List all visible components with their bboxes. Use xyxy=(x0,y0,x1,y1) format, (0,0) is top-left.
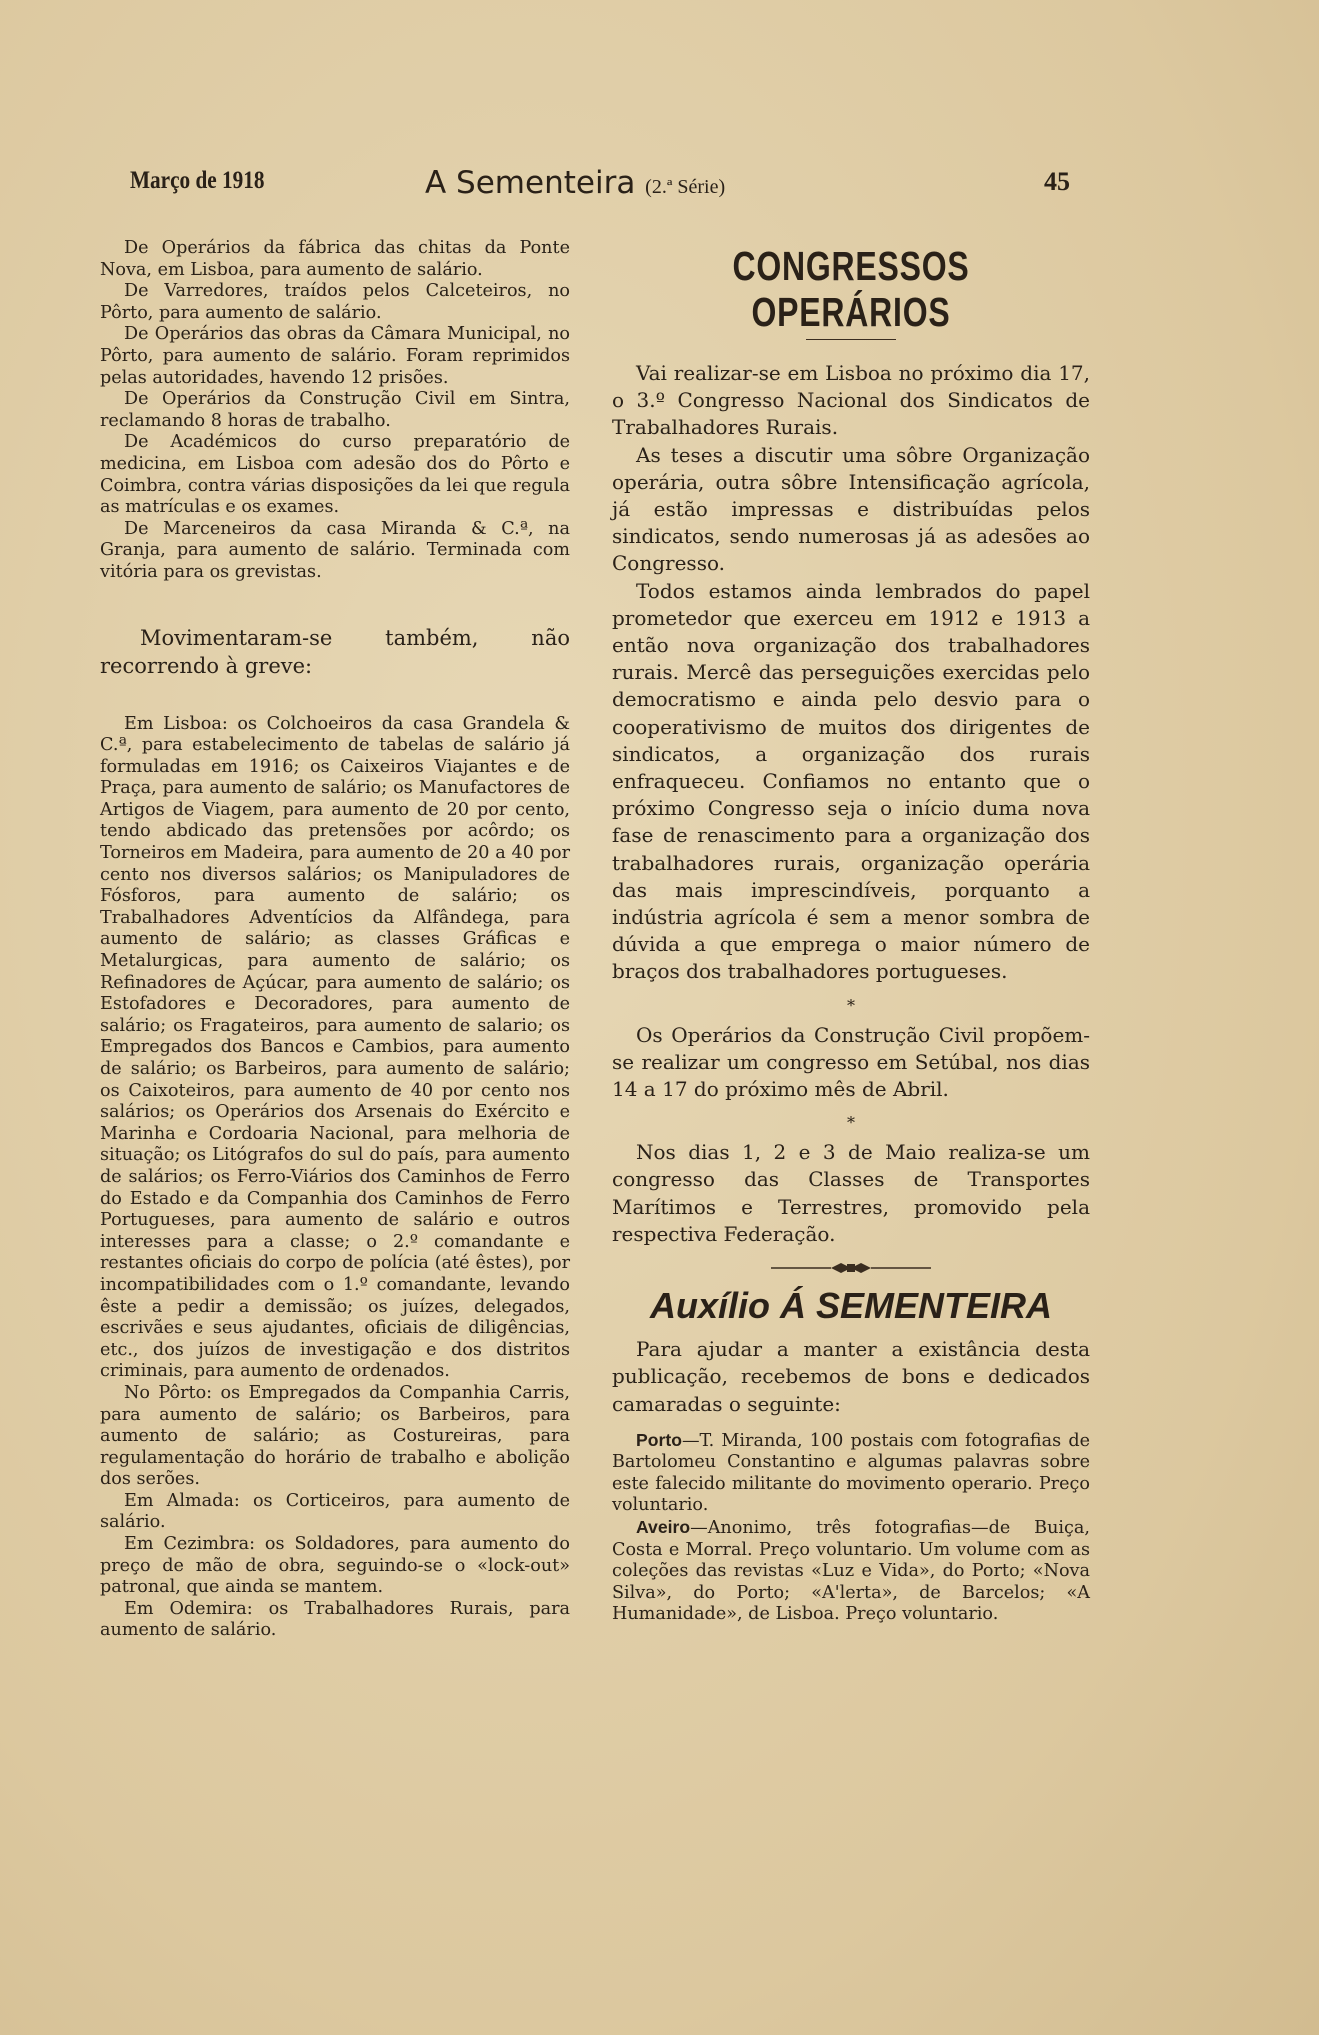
page-header xyxy=(120,165,1070,205)
congress-paragraph: As teses a discutir uma sôbre Organização operária, outra sôbre Intensificação agrícola, já estão impressas e distribuídas pelos sindicatos, sendo numerosas já as adesões ao Congresso. xyxy=(612,442,1090,576)
strike-paragraph: De Operários da Construção Civil em Sintra, reclamando 8 horas de trabalho. xyxy=(100,389,570,431)
right-column xyxy=(612,243,1090,1626)
donation-text: —T. Miranda, 100 postais com fotografias de Bartolomeu Constantino e algumas palavras sobre este falecido militante do movimento operario. Preço voluntario. xyxy=(612,1430,1090,1516)
movement-paragraph: Em Odemira: os Trabalhadores Rurais, para aumento de salário. xyxy=(100,1598,570,1641)
strike-paragraph: De Operários da fábrica das chitas da Ponte Nova, em Lisboa, para aumento de salário. xyxy=(100,238,570,280)
congressos-title: CONGRESSOS OPERÁRIOS xyxy=(732,243,970,335)
movements-subheading: Movimentaram-se também, não recorrendo à greve: xyxy=(100,625,570,678)
movement-paragraph: Em Almada: os Corticeiros, para aumento de salário. xyxy=(100,1490,570,1533)
section-star: * xyxy=(847,1113,855,1133)
strike-paragraph: De Marceneiros da casa Miranda & C.ª, na Granja, para aumento de salário. Terminada com vitória para os grevistas. xyxy=(100,518,570,582)
auxilio-title: Auxílio Á SEMENTEIRA xyxy=(649,1285,1053,1327)
header-page-number: 45 xyxy=(1044,167,1070,196)
maio-paragraph: Nos dias 1, 2 e 3 de Maio realiza-se um congresso das Classes de Transportes Marítimos e Terrestres, promovido pela respectiva Federação. xyxy=(612,1140,1090,1246)
donation-entry xyxy=(612,1430,1090,1517)
donation-text: —Anonimo, três fotografias—de Buiça, Costa e Morral. Preço voluntario. Um volume com as coleções das revistas «Luz e Vida», do Porto; «Nova Silva», do Porto; «A'lerta», de Barcelos; «A Humanidade», de Lisboa. Preço voluntario. xyxy=(612,1518,1090,1625)
donation-entry xyxy=(612,1517,1090,1626)
section-star: * xyxy=(847,995,855,1015)
donation-place: Aveiro xyxy=(636,1517,691,1538)
ornament-divider-icon xyxy=(751,1260,951,1276)
donations-list xyxy=(612,1430,1090,1626)
header-title: A Sementeira xyxy=(425,165,636,201)
auxilio-intro: Para ajudar a manter a existância desta publicação, recebemos de bons e dedicados camaradas o seguinte: xyxy=(612,1337,1090,1416)
ornament-divider xyxy=(612,1256,1090,1272)
congress-paragraph: Vai realizar-se em Lisboa no próximo dia 17, o 3.º Congresso Nacional dos Sindicatos de Trabalhadores Rurais. xyxy=(612,361,1090,440)
strike-paragraph: De Operários das obras da Câmara Municipal, no Pôrto, para aumento de salário. Foram reprimidos pelas autoridades, havendo 12 prisões. xyxy=(100,324,570,388)
header-date: Março de 1918 xyxy=(130,167,265,194)
movement-paragraph: Em Cezimbra: os Soldadores, para aumento do preço de mão de obra, seguindo-se o «lock-out» patronal, que ainda se mantem. xyxy=(100,1534,570,1598)
header-series: (2.ª Série) xyxy=(645,176,726,198)
congress-paragraph: Todos estamos ainda lembrados do papel prometedor que exerceu em 1912 e 1913 a então nova organização dos trabalhadores rurais. Mercê das perseguições exercidas pelo democratismo e ainda pelo desvio para o cooperativismo de muitos dos dirigentes de sindicatos, a organização dos rurais enfraqueceu. Confiamos no entanto que o próximo Congresso seja o início duma nova fase de renascimento para a organização dos trabalhadores rurais, organização operária das mais imprescindíveis, porquanto a indústria agrícola é sem a menor sombra de dúvida a que emprega o maior número de braços dos trabalhadores portugueses. xyxy=(612,578,1090,984)
left-column xyxy=(100,238,570,1642)
movement-paragraph: Em Lisboa: os Colchoeiros da casa Grandela & C.ª, para estabelecimento de tabelas de salário já formuladas em 1916; os Caixeiros Viajantes e de Praça, para aumento de salário; os Manufactores de Artigos de Viagem, para aumento de 20 por cento, tendo abdicado das pretensões por acôrdo; os Torneiros em Madeira, para aumento de 20 a 40 por cento nos diversos salários; os Manipuladores de Fósforos, para aumento de salário; os Trabalhadores Adventícios da Alfândega, para aumento de salário; as classes Gráficas e Metalurgicas, para aumento de salário; os Refinadores de Açúcar, para aumento de salário; os Estofadores e Decoradores, para aumento de salário; os Fragateiros, para aumento de salario; os Empregados dos Bancos e Cambios, para aumento de salário; os Barbeiros, para aumento de salário; os Caixoteiros, para aumento de 40 por cento nos salários; os Operários dos Arsenais do Exército e Marinha e Cordoaria Nacional, para melhoria de situação; os Litógrafos do sul do país, para aumento de salários; os Ferro-Viários dos Caminhos de Ferro do Estado e da Companhia dos Caminhos de Ferro Portugueses, para aumento de salário e outros interesses para a classe; o 2.º comandante e restantes oficiais do corpo de polícia (até êstes), por incompatibilidades com o 1.º comandante, levando êste a pedir a demissão; os juízes, delegados, escrivães e seus ajudantes, oficiais de diligências, etc., dos juízos de investigação e dos distritos criminais, para aumento de ordenados. xyxy=(100,713,570,1382)
strike-paragraph: De Académicos do curso preparatório de medicina, em Lisboa com adesão dos do Pôrto e Coimbra, contra várias disposições da lei que regula as matrículas e os exames. xyxy=(100,432,570,518)
title-rule xyxy=(806,339,896,340)
strike-paragraph: De Varredores, traídos pelos Calceteiros, no Pôrto, para aumento de salário. xyxy=(100,281,570,323)
header-title-group xyxy=(425,165,725,201)
donation-place: Porto xyxy=(636,1429,682,1450)
construcao-paragraph: Os Operários da Construção Civil propõem-se realizar um congresso em Setúbal, nos dias 14 a 17 do próximo mês de Abril. xyxy=(612,1022,1090,1102)
movement-paragraph: No Pôrto: os Empregados da Companhia Carris, para aumento de salário; os Barbeiros, para aumento de salário; as Costureiras, para regulamentação do horário de trabalho e abolição dos serões. xyxy=(100,1382,570,1490)
